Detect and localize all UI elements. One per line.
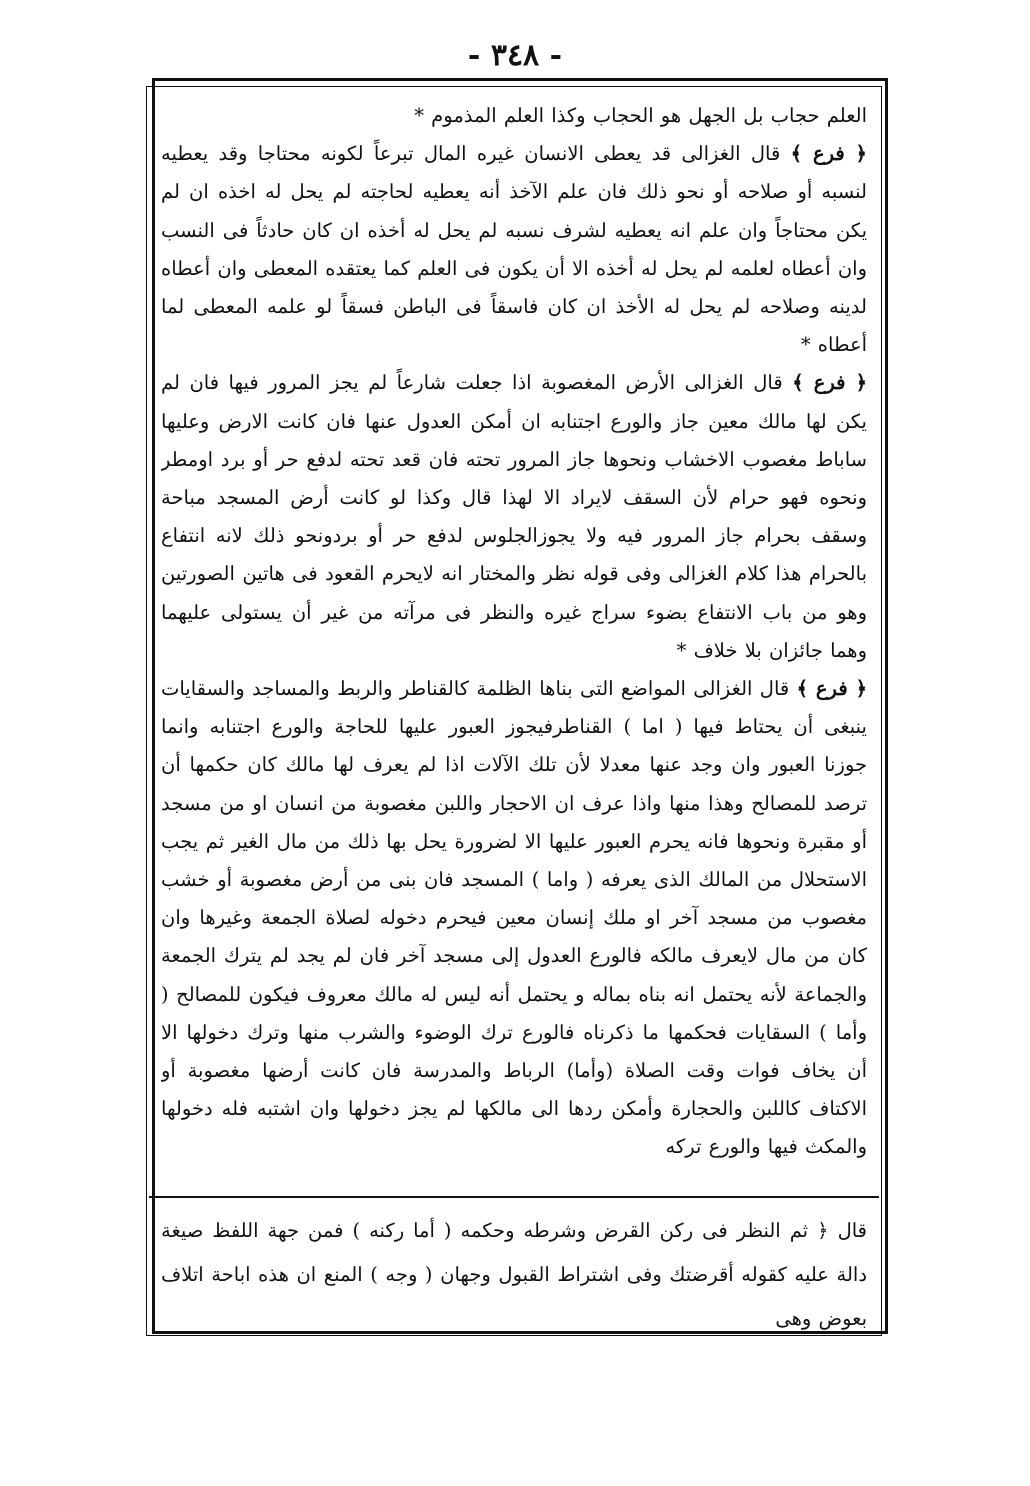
- far-heading-1: ﴿ فرع ﴾: [790, 142, 867, 166]
- far-heading-2: ﴿ فرع ﴾: [792, 371, 867, 395]
- footnote-divider: [149, 1196, 879, 1198]
- paragraph-far-1: [161, 135, 867, 364]
- paragraph-far-2: [161, 364, 867, 670]
- main-text-block: [161, 97, 867, 1182]
- footnote-block: [161, 1209, 867, 1341]
- paragraph-4-text: قال الغزالى المواضع التى بناها الظلمة كالقناطر والربط والمساجد والسقايات ينبغى أن يحتاط فيها ( اما ) القناطرفيجوز العبور عليها للحاجة والورع اجتنابه وانما جوزنا العبور وان وجد عنها معدلا لأن تلك الآلات اذا لم يعرف لها مالك كان حكمها أن ترصد للمصالح وهذا منها واذا عرف ان الاحجار واللبن مغصوبة من انسان او من مسجد أو مقبرة ونحوها فانه يحرم العبور عليها الا لضرورة يحل بها ذلك من مال الغير ثم يجب الاستحلال من المالك الذى يعرفه ( واما ) المسجد فان بنى من أرض مغصوبة أو خشب مغصوب من مسجد آخر او ملك إنسان معين فيحرم دخوله لصلاة الجمعة وغيرها وان كان من مال لايعرف مالكه فالورع العدول إلى مسجد آخر فان لم يجد لم يترك الجمعة والجماعة لأنه يحتمل انه بناه بماله و يحتمل أنه ليس له مالك معروف فيكون للمصالح ( وأما ) السقايات فحكمها ما ذكرناه فالورع ترك الوضوء والشرب منها وترك دخولها الا أن يخاف فوات وقت الصلاة (وأما) الرباط والمدرسة فان كانت أرضها مغصوبة أو الاكتاف كاللبن والحجارة وأمكن ردها الى مالكها لم يجز دخولها وان اشتبه فله دخولها والمكث فيها والورع تركه: [161, 677, 867, 1159]
- footnote-lead: قال: [837, 1219, 867, 1242]
- footnote-paragraph: [161, 1209, 867, 1341]
- paragraph-far-3: [161, 670, 867, 1167]
- paragraph-3-text: قال الغزالى الأرض المغصوبة اذا جعلت شارعاً لم يجز المرور فيها فان لم يكن لها مالك معين جاز والورع اجتنابه ان أمكن العدول عنها فان كانت الارض وعليها ساباط مغصوب الاخشاب ونحوها جاز المرور تحته فان قعد تحته لدفع حر أو برد اومطر ونحوه فهو حرام لأن السقف لايراد الا لهذا قال وكذا لو كانت أرض المسجد مباحة وسقف بحرام جاز المرور فيه ولا يجوزالجلوس لدفع حر أو بردونحو ذلك لانه انتفاع بالحرام هذا كلام الغزالى وفى قوله نظر والمختار انه لايحرم القعود فى هاتين الصورتين وهو من باب الانتفاع بضوء سراج غيره والنظر فى مرآته من غير أن يستولى عليهما وهما جائزان بلا خلاف *: [161, 371, 867, 662]
- paragraph-1-text: العلم حجاب بل الجهل هو الحجاب وكذا العلم المذموم *: [414, 104, 867, 127]
- page-content-frame: [146, 86, 882, 1336]
- far-heading-3: ﴿ فرع ﴾: [796, 677, 867, 701]
- footnote-text: ﴿ ثم النظر فى ركن القرض وشرطه وحكمه ( أما ركنه ) فمن جهة اللفظ صيغة دالة عليه كقوله أقرضتك وفى اشتراط القبول وجهان ( وجه ) المنع ان هذه اباحة اتلاف بعوض وهى: [161, 1219, 867, 1330]
- paragraph-2-text: قال الغزالى قد يعطى الانسان غيره المال تبرعاً لكونه محتاجا وقد يعطيه لنسبه أو صلاحه أو نحو ذلك فان علم الآخذ أنه يعطيه لحاجته لم يحل له اخذه ان لم يكن محتاجاً وان علم انه يعطيه لشرف نسبه لم يحل له أخذه ان كان حادثاً فى النسب وان أعطاه لعلمه لم يحل له أخذه الا أن يكون فى العلم كما يعتقده المعطى وان أعطاه لدينه وصلاحه لم يحل له الأخذ ان كان فاسقاً فى الباطن فسقاً لو علمه المعطى لما أعطاه *: [161, 142, 867, 357]
- page-number: - ٣٤٨ -: [467, 38, 563, 73]
- paragraph-continuation: [161, 97, 867, 135]
